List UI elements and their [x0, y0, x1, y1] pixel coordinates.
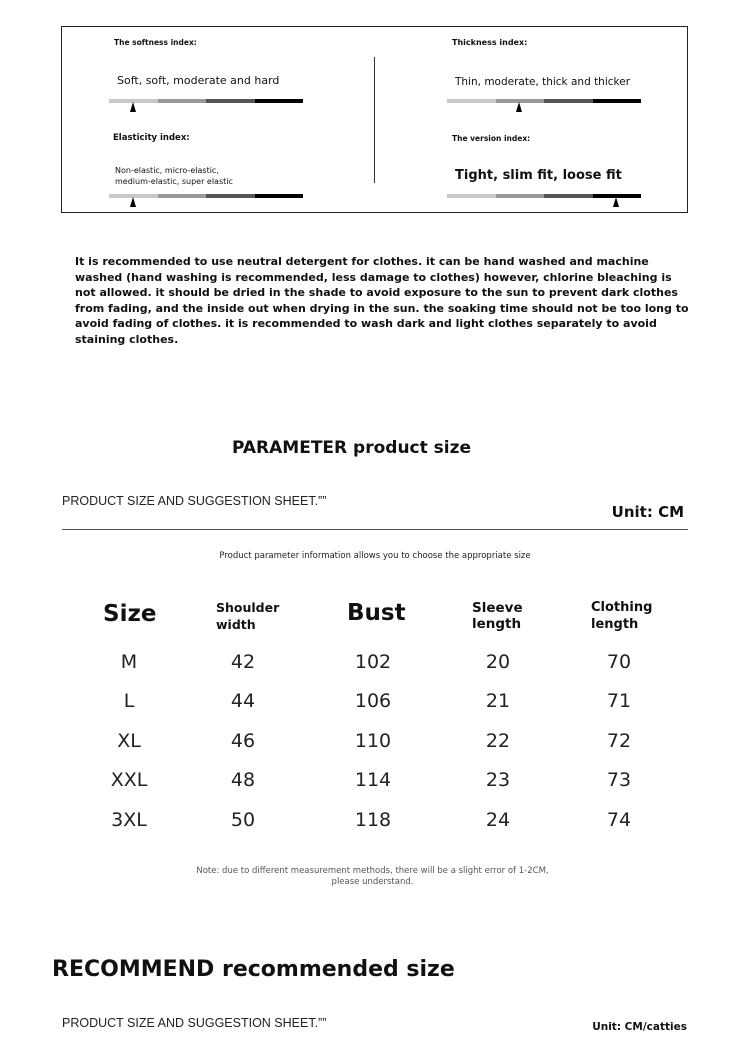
cell-bust: 102: [354, 651, 392, 673]
cell-bust: 114: [354, 769, 392, 791]
elasticity-index-text: Non-elastic, micro-elastic, medium-elastic, super elastic: [115, 166, 233, 186]
version-scale: [447, 194, 641, 198]
cell-size: L: [123, 690, 135, 712]
elasticity-index-title: Elasticity index:: [113, 133, 190, 143]
recommend-heading: RECOMMEND recommended size: [52, 957, 455, 982]
thickness-index-text: Thin, moderate, thick and thicker: [455, 76, 631, 88]
version-index-text: Tight, slim fit, loose fit: [455, 168, 622, 183]
size-sheet-title: PRODUCT SIZE AND SUGGESTION SHEET.””: [62, 494, 327, 508]
cell-shoulder: 48: [230, 769, 256, 791]
cell-size: XL: [117, 730, 141, 752]
cell-sleeve: 22: [485, 730, 511, 752]
thickness-indicator: [516, 102, 522, 112]
recommend-sheet-title: PRODUCT SIZE AND SUGGESTION SHEET.””: [62, 1016, 327, 1030]
measurement-note: Note: due to different measurement methods, there will be a slight error of 1-2CM, please understand.: [196, 866, 549, 887]
parameter-info: Product parameter information allows you to choose the appropriate size: [219, 551, 531, 561]
version-index-title: The version index:: [452, 134, 531, 143]
cell-length: 74: [606, 809, 632, 831]
softness-index-title: The softness index:: [114, 38, 197, 47]
cell-bust: 106: [354, 690, 392, 712]
panel-divider: [374, 57, 375, 183]
version-indicator: [613, 197, 619, 207]
cell-size: 3XL: [111, 809, 147, 831]
cell-bust: 110: [354, 730, 392, 752]
cell-shoulder: 50: [230, 809, 256, 831]
fabric-index-panel: [61, 26, 688, 213]
softness-scale: [109, 99, 303, 103]
cell-sleeve: 23: [485, 769, 511, 791]
cell-length: 72: [606, 730, 632, 752]
header-sleeve-length: Sleeve length: [472, 600, 523, 632]
cell-sleeve: 20: [485, 651, 511, 673]
cell-sleeve: 24: [485, 809, 511, 831]
cell-shoulder: 44: [230, 690, 256, 712]
thickness-scale: [447, 99, 641, 103]
recommend-unit-label: Unit: CM/catties: [592, 1021, 687, 1033]
cell-length: 71: [606, 690, 632, 712]
care-instructions: It is recommended to use neutral detergent for clothes. it can be hand washed and machine washed (hand washing is recommended, less damage to clothes) however, chlorine bleaching is not allowed. it should be dried in the shade to avoid exposure to the sun to prevent dark clothes from fading, and the inside out when drying in the sun. the soaking time should not be too long to avoid fading of clothes. it is recommended to wash dark and light clothes separately to avoid staining clothes.: [75, 255, 689, 346]
unit-label: Unit: CM: [611, 503, 684, 521]
thickness-index-title: Thickness index:: [452, 38, 528, 47]
elasticity-scale: [109, 194, 303, 198]
cell-sleeve: 21: [485, 690, 511, 712]
softness-index-text: Soft, soft, moderate and hard: [117, 74, 280, 87]
header-bust: Bust: [347, 600, 406, 626]
softness-indicator: [130, 102, 136, 112]
cell-bust: 118: [354, 809, 392, 831]
cell-shoulder: 46: [230, 730, 256, 752]
header-size: Size: [103, 601, 157, 627]
header-shoulder-width: Shoulder width: [216, 600, 280, 632]
header-clothing-length: Clothing length: [591, 600, 653, 632]
elasticity-indicator: [130, 197, 136, 207]
cell-size: M: [120, 651, 138, 673]
cell-size: XXL: [110, 769, 148, 791]
parameter-heading: PARAMETER product size: [232, 438, 472, 458]
cell-shoulder: 42: [230, 651, 256, 673]
cell-length: 73: [606, 769, 632, 791]
section-rule: [62, 529, 688, 530]
cell-length: 70: [606, 651, 632, 673]
